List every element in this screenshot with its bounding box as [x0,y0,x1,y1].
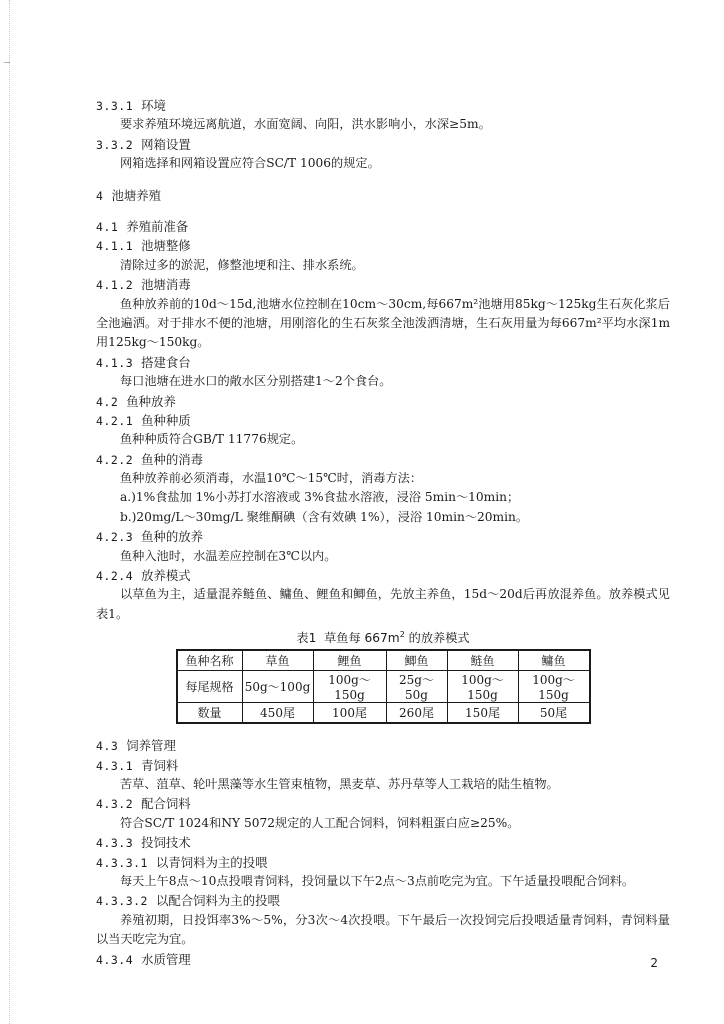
stocking-table [176,649,591,724]
table-caption [96,626,670,647]
section-heading-4-1-1 [96,236,670,255]
section-body-4-1-3: 每口池塘在进水口的敞水区分别搭建1～2个食台。 [120,374,392,389]
section-heading-3-3-2 [96,135,670,154]
section-number: 3.3.2 [96,137,134,152]
section-heading-4-1-3 [96,353,670,372]
chapter-number: 4 [96,188,104,203]
table-cell: 每尾规格 [177,671,243,703]
table-cell: 450尾 [242,703,313,724]
section-heading-4-2-1 [96,411,670,430]
section-body-4-1-1: 清除过多的淤泥，修整池埂和注、排水系统。 [120,257,364,272]
section-title: 环境 [141,98,166,113]
table-cell: 25g～50g [386,671,447,703]
section-title: 池塘消毒 [141,277,191,293]
section-body-4-2-1: 鱼种种质符合GB/T 11776规定。 [120,432,304,447]
section-title: 配合饲料 [141,796,191,812]
section-title: 以青饲料为主的投喂 [155,854,268,870]
table-cell: 鲫鱼 [386,650,447,671]
section-title: 水质管理 [141,951,191,967]
section-number: 4.3 [96,739,119,754]
section-number: 4.3.3 [96,836,134,851]
section-heading-4-3-3-2 [96,891,670,910]
section-title: 投饲技术 [141,835,191,851]
table-cell: 草鱼 [242,650,313,671]
section-heading-4-2-3 [96,527,670,546]
section-heading-4-3-2 [96,794,670,813]
section-title: 鱼种种质 [141,412,191,428]
section-heading-3-3-1 [96,96,670,115]
table-cell: 150尾 [447,703,518,724]
section-heading-4-1 [96,217,670,236]
section-number: 4.2.1 [96,413,134,428]
section-title: 鱼种的消毒 [141,451,204,467]
section-heading-4-3-1 [96,756,670,775]
binding-margin-line [9,0,10,1024]
section-number: 4.1.2 [96,278,134,293]
table-cell: 鲢鱼 [447,650,518,671]
section-body-3-3-2: 网箱选择和网箱设置应符合SC/T 1006的规定。 [120,156,380,171]
section-number: 4.3.3.1 [96,855,148,870]
section-body-4-2-2: 鱼种放养前必须消毒，水温10℃～15℃时，消毒方法： [120,471,423,486]
section-heading-4-3-3-1 [96,853,670,872]
section-body-4-3-1: 苦草、菹草、轮叶黑藻等水生管束植物，黑麦草、苏丹草等人工栽培的陆生植物。 [120,777,559,792]
section-number: 4.3.1 [96,758,134,773]
section-title: 以配合饲料为主的投喂 [155,893,280,909]
section-number: 4.3.2 [96,797,134,812]
section-heading-4-1-2 [96,275,670,294]
table-cell: 100g～150g [313,671,386,703]
document-body [96,96,670,969]
table-caption-text-suffix: 的放养模式 [404,631,470,646]
chapter-heading-4 [96,186,670,205]
section-title: 鱼种放养 [126,393,176,409]
table-cell: 鲤鱼 [313,650,386,671]
section-body-4-3-3-1: 每天上午8点～10点投喂青饲料，投饲量以下午2点～3点前吃完为宜。下午适量投喂配合饲料。 [120,874,635,889]
table-cell: 50尾 [518,703,590,724]
table-caption-superscript: 2 [399,630,405,640]
section-number: 3.3.1 [96,99,134,113]
section-number: 4.2 [96,394,119,409]
section-title: 青饲料 [141,757,179,773]
table-cell: 鱼种名称 [177,650,243,671]
section-title: 养殖前准备 [126,218,189,234]
table-cell: 100尾 [313,703,386,724]
section-number: 4.1 [96,219,119,234]
section-number: 4.2.4 [96,569,134,584]
section-number: 4.1.1 [96,239,134,254]
section-number: 4.3.3.2 [96,894,148,909]
chapter-title: 池塘养殖 [111,187,161,203]
table-caption-label: 表1 [296,631,317,646]
section-body-4-1-2: 鱼种放养前的10d～15d,池塘水位控制在10cm～30cm,每667m²池塘用85kg～125kg生石灰化浆后全池遍洒。对于排水不便的池塘，用刚溶化的生石灰浆全池泼洒清塘，生石灰用量为每667m²平均水深1m用125kg～150kg。 [96,296,670,350]
section-body-4-2-4: 以草鱼为主，适量混养鲢鱼、鳙鱼、鲤鱼和鲫鱼，先放主养鱼，15d～20d后再放混养鱼。放养模式见表1。 [96,587,670,621]
section-body-4-2-3: 鱼种入池时，水温差应控制在3℃以内。 [120,548,337,563]
section-number: 4.2.2 [96,452,134,467]
section-title: 鱼种的放养 [141,529,204,545]
table-row [177,650,590,671]
section-title: 网箱设置 [141,136,191,152]
table-row [177,671,590,703]
table-cell: 数量 [177,703,243,724]
section-body-3-3-1: 要求养殖环境远离航道，水面宽阔、向阳，洪水影响小，水深≥5m。 [120,117,491,132]
table-cell: 100g～150g [447,671,518,703]
table-cell: 鳙鱼 [518,650,590,671]
table-cell: 260尾 [386,703,447,724]
table-row [177,703,590,724]
table-cell: 100g～150g [518,671,590,703]
table-cell: 50g～100g [242,671,313,703]
section-number: 4.2.3 [96,530,134,545]
section-title: 放养模式 [141,568,191,584]
section-body-4-3-3-2: 养殖初期，日投饵率3%～5%，分3次～4次投喂。下午最后一次投饲完后投喂适量青饲料，青饲料量以当天吃完为宜。 [96,912,670,947]
binding-margin-tick [4,62,10,63]
section-heading-4-3 [96,736,670,755]
section-heading-4-3-4 [96,950,670,969]
page-number: 2 [650,956,658,970]
list-item-b: b.)20mg/L～30mg/L 聚维酮碘（含有效碘 1%），浸浴 10min～20min。 [120,509,529,524]
section-heading-4-2-2 [96,450,670,469]
section-title: 池塘整修 [141,238,191,254]
section-body-4-3-2: 符合SC/T 1024和NY 5072规定的人工配合饲料，饲料粗蛋白应≥25%。 [120,815,520,830]
section-number: 4.1.3 [96,355,134,370]
section-title: 搭建食台 [141,354,191,370]
section-heading-4-2-4 [96,566,670,585]
table-caption-text: 草鱼每 667m [324,631,400,646]
section-heading-4-2 [96,392,670,411]
list-item-a: a.)1%食盐加 1%小苏打水溶液或 3%食盐水溶液，浸浴 5min～10min； [120,490,520,505]
section-title: 饲养管理 [126,738,176,754]
section-number: 4.3.4 [96,952,134,967]
section-heading-4-3-3 [96,833,670,852]
